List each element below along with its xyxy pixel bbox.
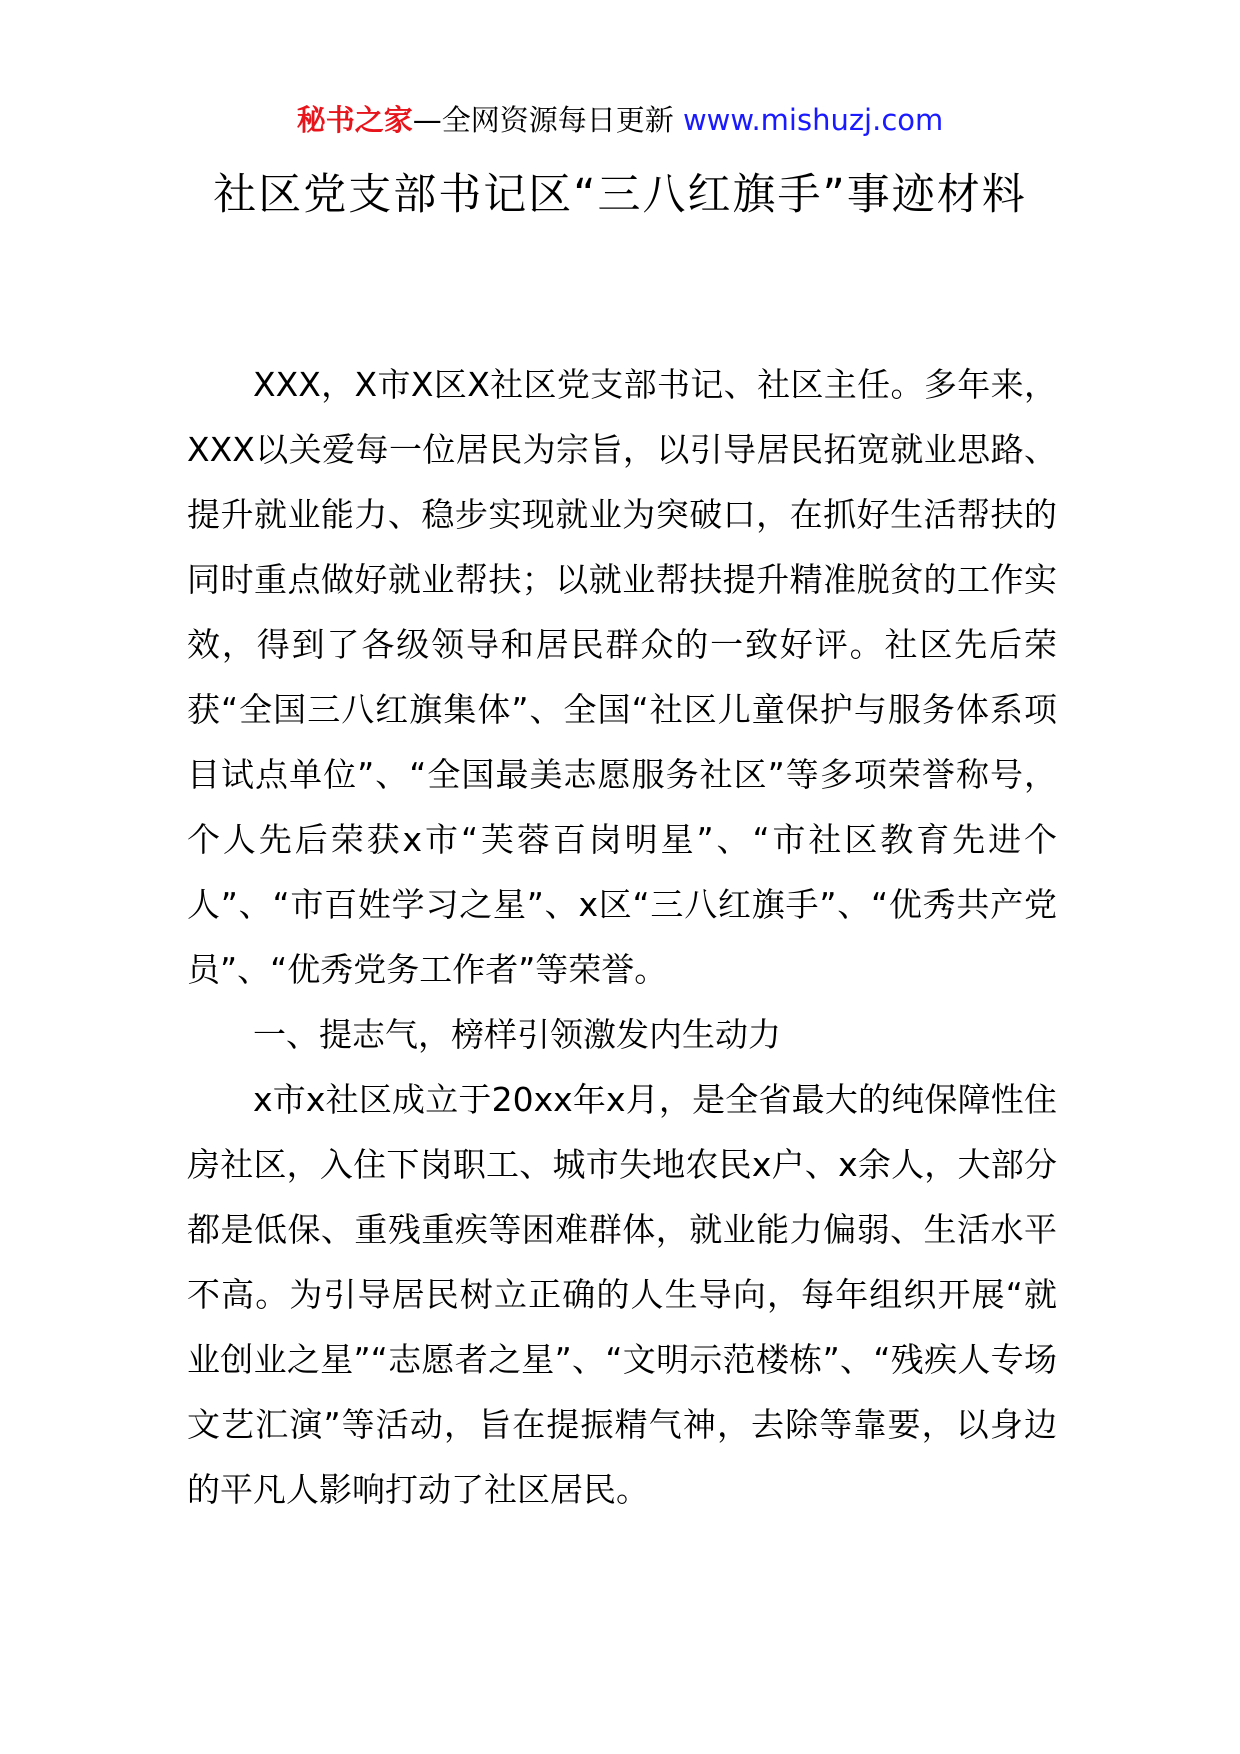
brand-name: 秘书之家 bbox=[296, 103, 413, 137]
watermark-header bbox=[0, 100, 1240, 140]
document-body bbox=[187, 352, 1057, 1522]
section-heading-1: 一、提志气，榜样引领激发内生动力 bbox=[253, 1015, 781, 1054]
document-title: 社区党支部书记区“三八红旗手”事迹材料 bbox=[213, 170, 1027, 220]
site-url-link[interactable]: www.mishuzj.com bbox=[682, 103, 944, 137]
paragraph-intro: XXX，X市X区X社区党支部书记、社区主任。多年来，XXX以关爱每一位居民为宗旨，以引导居民拓宽就业思路、提升就业能力、稳步实现就业为突破口，在抓好生活帮扶的同时重点做好就业帮扶；以就业帮扶提升精准脱贫的工作实效，得到了各级领导和居民群众的一致好评。社区先后荣获“全国三八红旗集体”、全国“社区儿童保护与服务体系项目试点单位”、“全国最美志愿服务社区”等多项荣誉称号，个人先后荣获x市“芙蓉百岗明星”、“市社区教育先进个人”、“市百姓学习之星”、x区“三八红旗手”、“优秀共产党员”、“优秀党务工作者”等荣誉。 bbox=[187, 365, 1057, 989]
paragraph-section-1: x市x社区成立于20xx年x月，是全省最大的纯保障性住房社区，入住下岗职工、城市失地农民x户、x余人，大部分都是低保、重残重疾等困难群体，就业能力偏弱、生活水平不高。为引导居民树立正确的人生导向，每年组织开展“就业创业之星”“志愿者之星”、“文明示范楼栋”、“残疾人专场文艺汇演”等活动，旨在提振精气神，去除等靠要，以身边的平凡人影响打动了社区居民。 bbox=[187, 1080, 1057, 1509]
header-tagline: —全网资源每日更新 bbox=[412, 103, 674, 137]
